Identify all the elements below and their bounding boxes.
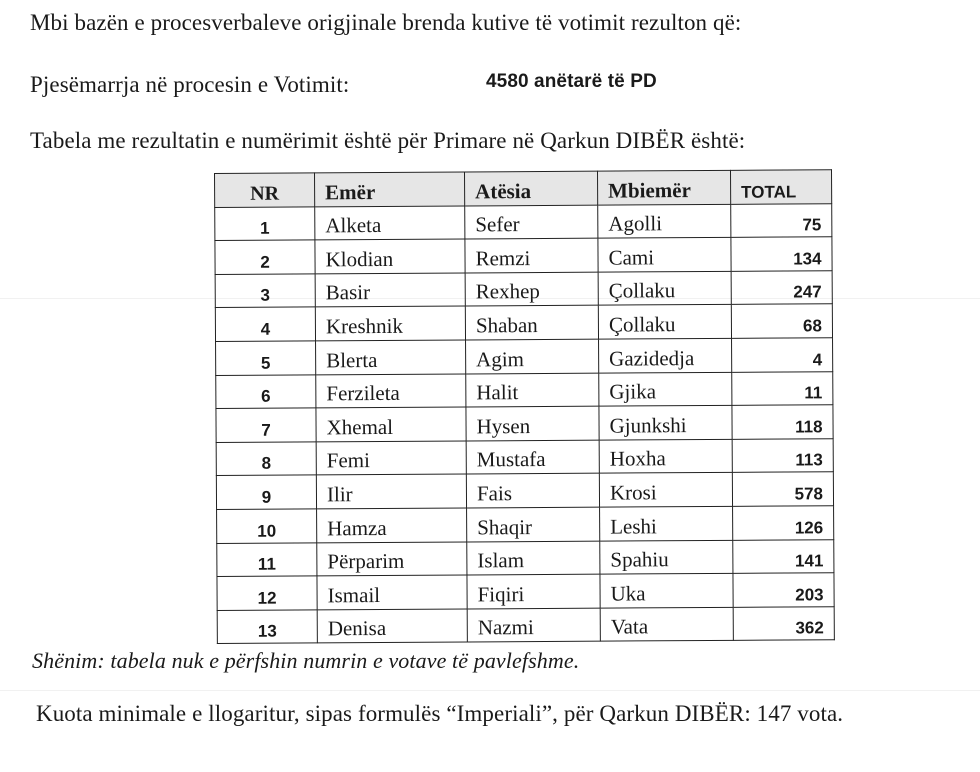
cell-nr: 11 [217,542,317,576]
cell-mbiemer: Hoxha [599,439,732,473]
cell-mbiemer: Gazidedja [599,338,732,372]
cell-nr: 1 [215,206,315,240]
table-row [216,438,833,475]
cell-atesia: Nazmi [467,608,600,642]
participation-value: 4580 anëtarë të PD [486,71,657,92]
cell-emer: Ilir [316,474,466,509]
table-row [217,539,834,576]
cell-emer: Kreshnik [315,306,465,341]
table-title: Tabela me rezultatin e numërimit është për Primare në Qarkun DIBËR është: [30,128,746,153]
cell-atesia: Halit [466,373,599,407]
cell-mbiemer: Çollaku [598,305,731,339]
cell-atesia: Shaban [465,306,598,340]
header-total: TOTAL [730,170,831,204]
cell-emer: Ismail [317,575,467,610]
cell-atesia: Sefer [465,205,598,239]
cell-emer: Hamza [317,508,467,543]
cell-total: 75 [731,203,832,237]
results-table [214,169,835,644]
cell-mbiemer: Uka [600,573,733,607]
table-row [217,506,834,543]
quota-text: Kuota minimale e llogaritur, sipas formulës “Imperiali”, për Qarkun DIBËR: 147 vota. [36,701,844,726]
cell-nr: 5 [216,341,316,375]
cell-atesia: Fiqiri [467,574,600,608]
cell-emer: Klodian [315,239,465,274]
table-row [217,606,834,643]
cell-emer: Blerta [316,340,466,375]
table-row [215,271,832,308]
cell-atesia: Remzi [465,238,598,272]
table-row [216,472,833,509]
cell-total: 118 [732,405,833,439]
cell-total: 68 [731,304,832,338]
cell-atesia: Agim [466,339,599,373]
cell-emer: Denisa [317,609,467,644]
intro-text: Mbi bazën e procesverbaleve origjinale brenda kutive të votimit rezulton që: [30,10,742,35]
cell-total: 11 [732,371,833,405]
note-text: Shënim: tabela nuk e përfshin numrin e votave të pavlefshme. [32,648,580,673]
cell-atesia: Rexhep [465,272,598,306]
participation-label: Pjesëmarrja në procesin e Votimit: [30,72,350,97]
cell-mbiemer: Agolli [598,204,731,238]
scan-line [0,690,980,691]
cell-mbiemer: Cami [598,238,731,272]
cell-emer: Përparim [317,541,467,576]
cell-atesia: Mustafa [466,440,599,474]
cell-mbiemer: Vata [600,607,733,641]
cell-total: 4 [732,338,833,372]
cell-mbiemer: Gjika [599,372,732,406]
header-atesia: Atësia [464,171,597,205]
header-nr: NR [215,173,315,207]
table-row [215,304,832,341]
cell-atesia: Hysen [466,406,599,440]
cell-mbiemer: Çollaku [598,271,731,305]
table-row [217,573,834,610]
cell-nr: 7 [216,408,316,442]
cell-nr: 3 [215,274,315,308]
cell-atesia: Shaqir [467,507,600,541]
cell-total: 578 [732,472,833,506]
cell-emer: Ferzileta [316,374,466,409]
header-emer: Emër [315,172,465,207]
cell-mbiemer: Krosi [599,473,732,507]
table-header-row [215,170,832,207]
cell-total: 126 [733,506,834,540]
cell-total: 113 [732,438,833,472]
cell-nr: 8 [216,442,316,476]
cell-mbiemer: Spahiu [600,540,733,574]
cell-emer: Femi [316,441,466,476]
cell-mbiemer: Gjunkshi [599,405,732,439]
cell-total: 134 [731,237,832,271]
header-mbiemer: Mbiemër [597,170,730,204]
cell-total: 141 [733,539,834,573]
cell-nr: 9 [216,475,316,509]
cell-total: 362 [733,606,834,640]
cell-nr: 12 [217,576,317,610]
table-row [216,405,833,442]
table-row [215,237,832,274]
cell-nr: 6 [216,374,316,408]
cell-mbiemer: Leshi [600,506,733,540]
cell-emer: Basir [315,273,465,308]
cell-nr: 13 [217,610,317,644]
table-row [216,371,833,408]
cell-nr: 10 [217,509,317,543]
cell-atesia: Fais [466,473,599,507]
cell-total: 247 [731,271,832,305]
table-row [216,338,833,375]
cell-atesia: Islam [467,541,600,575]
cell-nr: 4 [215,307,315,341]
table-row [215,203,832,240]
cell-nr: 2 [215,240,315,274]
cell-total: 203 [733,573,834,607]
cell-emer: Xhemal [316,407,466,442]
cell-emer: Alketa [315,206,465,241]
